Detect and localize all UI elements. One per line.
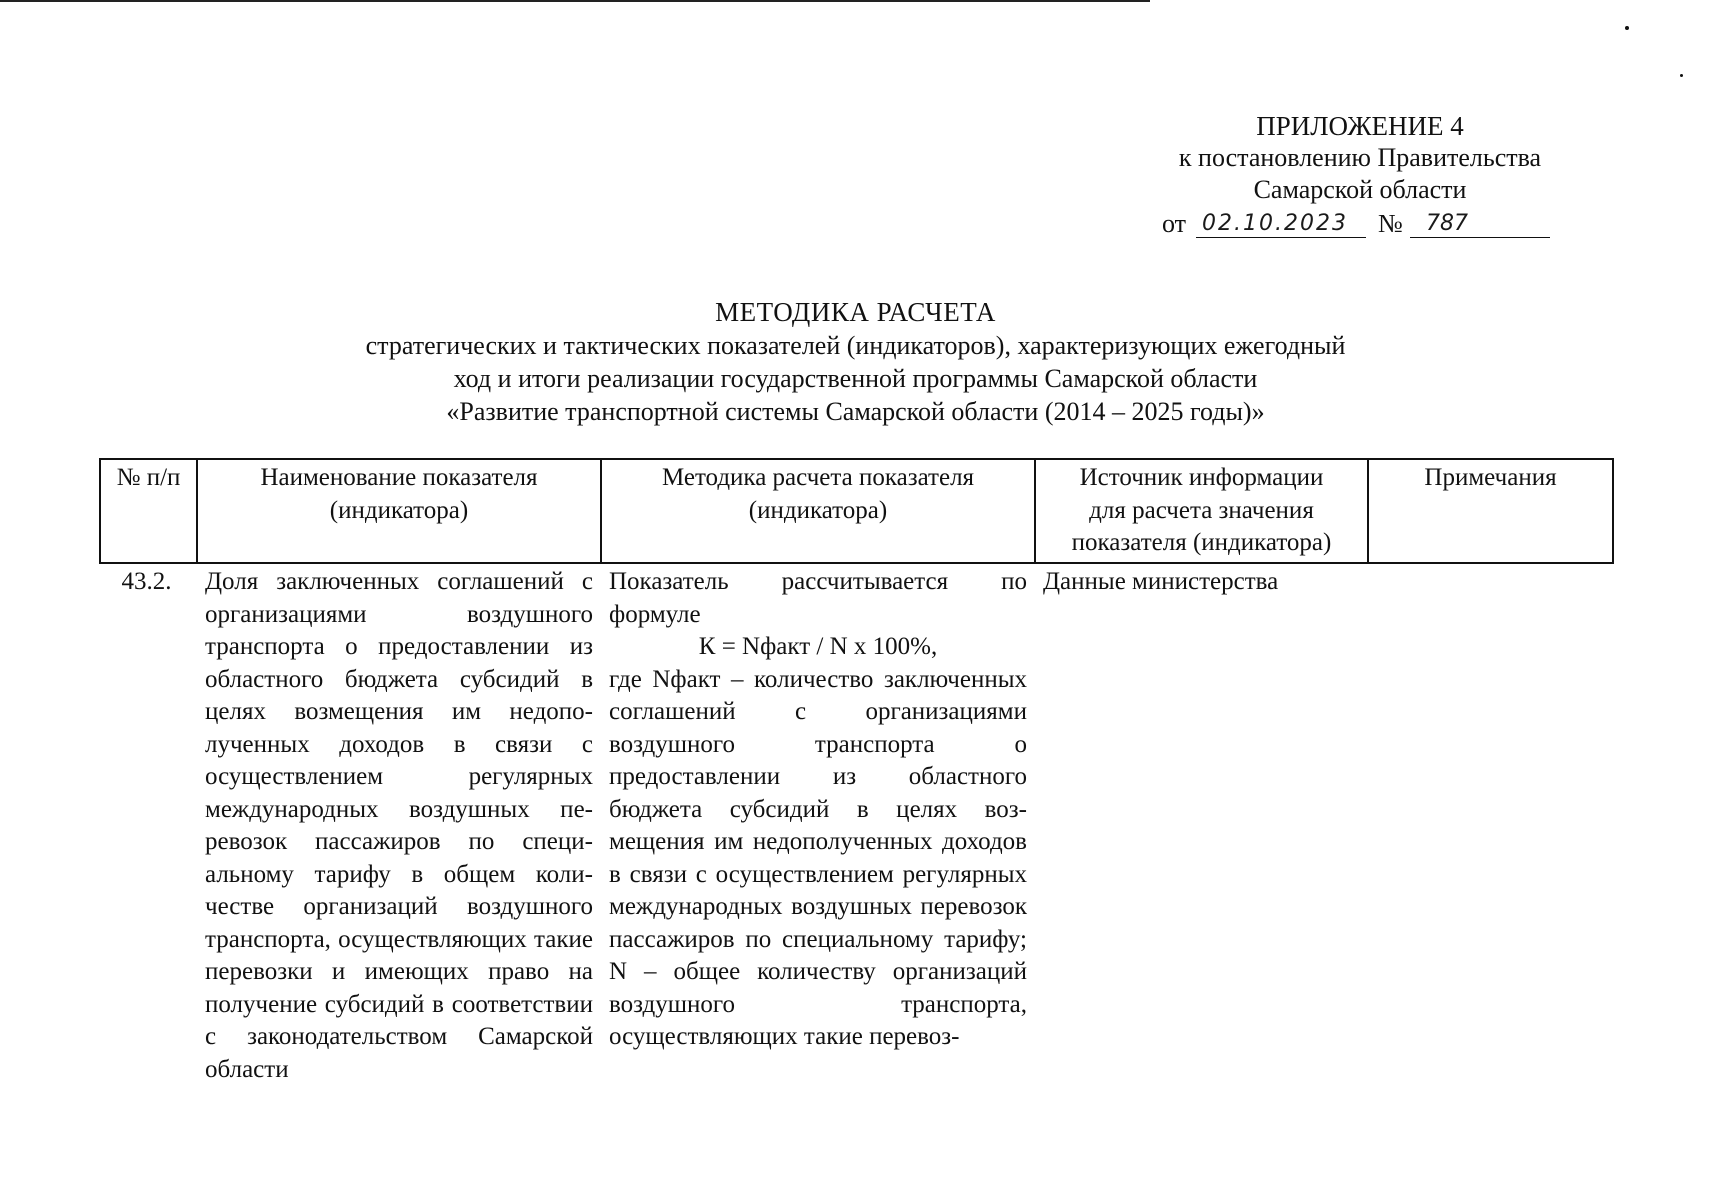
handwritten-date: 02.10.2023 bbox=[1196, 208, 1366, 238]
header-notes-label: Примечания bbox=[1424, 464, 1557, 491]
appendix-title: ПРИЛОЖЕНИЕ 4 bbox=[1256, 111, 1464, 141]
header-source-line-3: показателя (индикатора) bbox=[1071, 529, 1332, 556]
header-name-line-1: Наименование показателя bbox=[260, 464, 538, 491]
header-source-line-2: для расчета значения bbox=[1089, 496, 1314, 524]
date-label: от bbox=[1162, 209, 1187, 238]
row-notes bbox=[1368, 563, 1613, 1088]
appendix-block bbox=[1140, 110, 1580, 240]
handwritten-number: 787 bbox=[1410, 208, 1550, 238]
header-notes bbox=[1368, 459, 1613, 563]
appendix-line-1: к постановлению Правительства bbox=[1178, 143, 1542, 172]
document-subtitle-line-1: стратегических и тактических показателей (индикаторов), характеризующих ежегодный bbox=[365, 331, 1346, 360]
method-tail: N – общее количеству организаций воздушного транспорта, осуществляющих такие перевоз- bbox=[609, 958, 1027, 1050]
method-intro: Показатель рассчитывается по формуле bbox=[609, 568, 1027, 628]
header-num-label: № п/п bbox=[116, 464, 181, 491]
scan-edge-line bbox=[0, 0, 1150, 2]
header-num bbox=[100, 459, 197, 563]
number-label: № bbox=[1378, 209, 1403, 238]
document-title: МЕТОДИКА РАСЧЕТА bbox=[715, 297, 996, 327]
row-source: Данные министерства bbox=[1043, 568, 1279, 595]
row-indicator-name: Доля заключенных соглашений с организациями воздушного транспорта о предоставлении из областного бюджета субсидий в целях возмещения им недополученных доходов в связи с осуществлением регулярных международных воздушных перевозок пассажиров по специальному тарифу в общем количестве организаций воздушного транспорта, осуществляющих такие перевозки и имеющих право на получение субсидий в соответствии с законодательством Самарской области bbox=[205, 568, 593, 1083]
method-formula: К = Nфакт / N x 100%, bbox=[698, 633, 938, 660]
row-number: 43.2. bbox=[121, 568, 172, 595]
header-name bbox=[197, 459, 601, 563]
document-subtitle-line-2: ход и итоги реализации государственной программы Самарской области bbox=[453, 364, 1258, 393]
appendix-line-2: Самарской области bbox=[1253, 175, 1467, 204]
header-source bbox=[1035, 459, 1368, 563]
row-method bbox=[601, 563, 1035, 1088]
header-method-line-1: Методика расчета показателя bbox=[661, 464, 975, 491]
document-subtitle-line-3: «Развитие транспортной системы Самарской области (2014 – 2025 годы)» bbox=[446, 397, 1265, 426]
indicators-table bbox=[99, 458, 1614, 1088]
scan-speck bbox=[1680, 74, 1683, 77]
method-body: где Nфакт – количество заключенных соглашений с организациями воздушного транспорта о предоставлении из областного бюджета субсидий в целях возмещения им недополученных доходов в связи с осуществлением регулярных международных воздушных перевозок пассажиров по специальному тарифу; bbox=[609, 665, 1027, 953]
header-method bbox=[601, 459, 1035, 563]
header-name-line-2: (индикатора) bbox=[329, 496, 469, 524]
header-method-line-2: (индикатора) bbox=[748, 496, 888, 524]
appendix-date-number-row bbox=[1140, 208, 1580, 240]
scan-speck bbox=[1625, 26, 1629, 30]
header-source-line-1: Источник информации bbox=[1079, 464, 1324, 491]
table-header-row bbox=[100, 459, 1613, 563]
table-row bbox=[100, 563, 1613, 1088]
document-heading bbox=[0, 296, 1711, 428]
